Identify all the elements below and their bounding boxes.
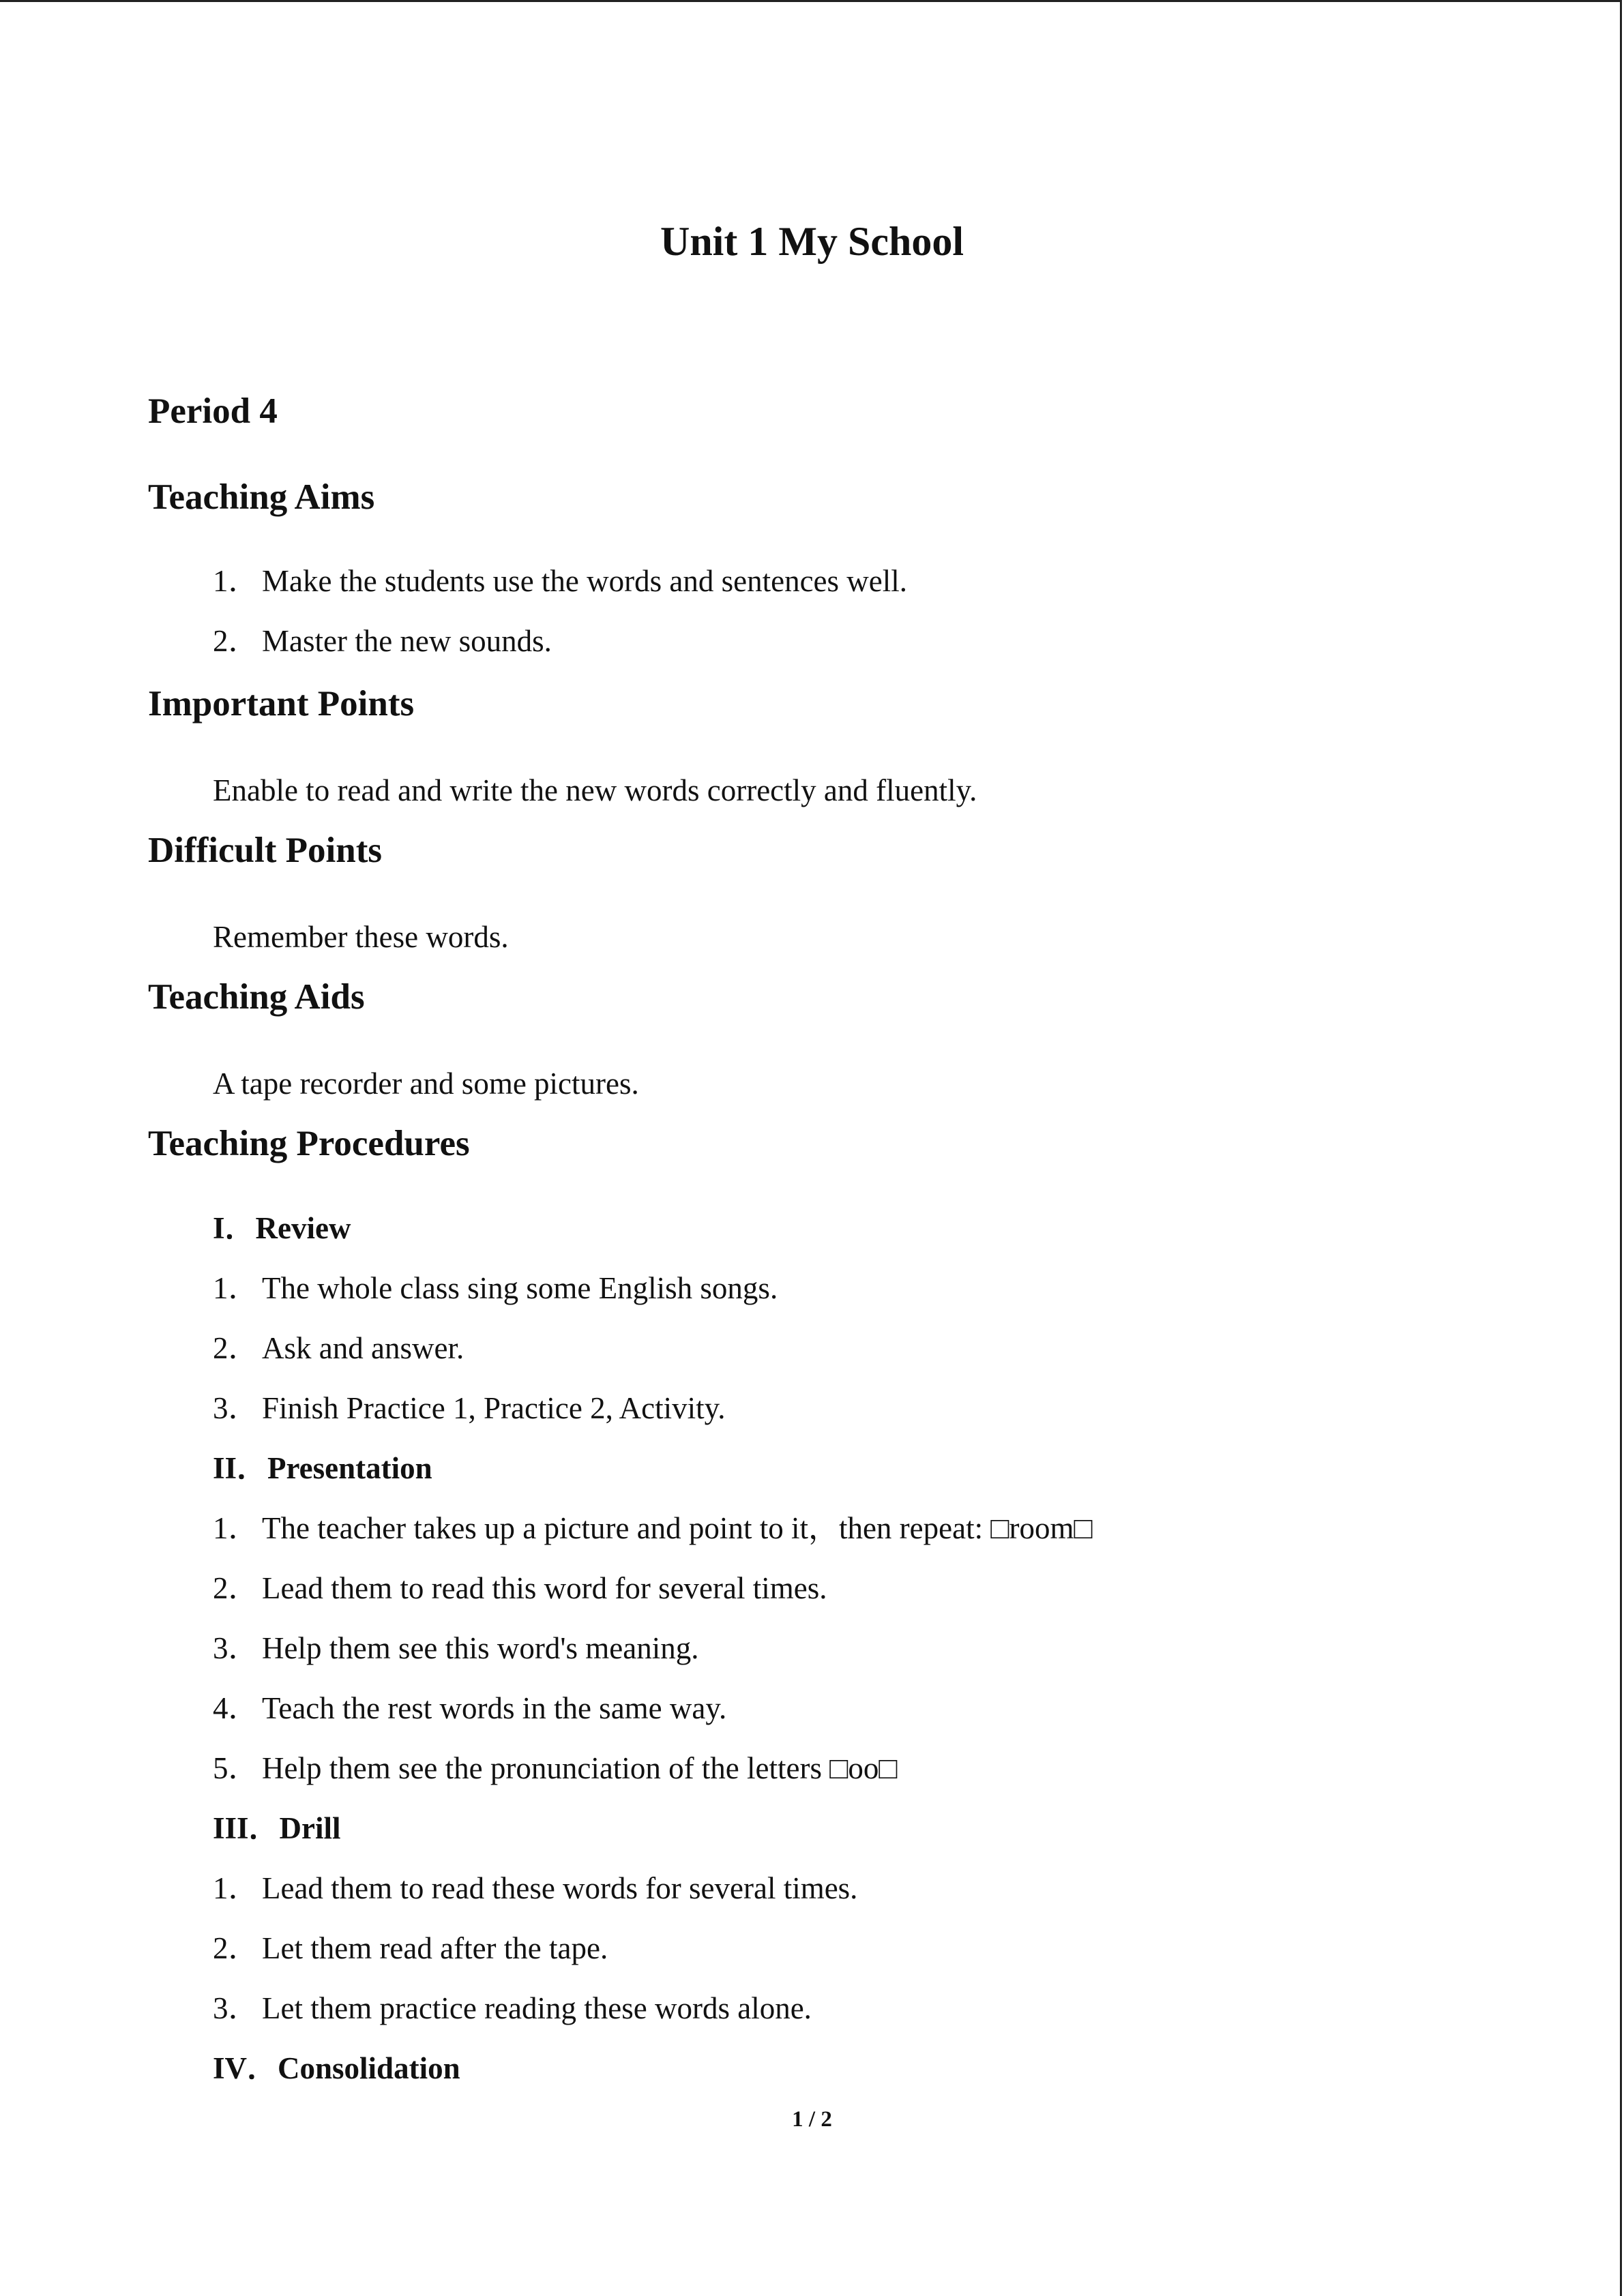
item-number: 5． [213, 1751, 259, 1785]
document-title: Unit 1 My School [660, 219, 964, 264]
difficult-points-heading: Difficult Points [148, 831, 382, 870]
important-points-heading: Important Points [148, 684, 415, 724]
item-text: Lead them to read these words for several times. [262, 1871, 858, 1905]
teaching-aids-text: A tape recorder and some pictures. [213, 1067, 639, 1101]
page-number: 1 / 2 [792, 2107, 832, 2132]
item-text: The whole class sing some English songs. [262, 1271, 778, 1305]
item-text: The teacher takes up a picture and point to it，then repeat: □room□ [262, 1511, 1093, 1545]
item-number: 3． [213, 1991, 259, 2025]
item-text: Let them read after the tape. [262, 1931, 608, 1965]
aim-item-2 [213, 622, 552, 660]
drill-item-2 [213, 1929, 608, 1967]
item-number: 2． [213, 1931, 259, 1965]
item-number: 4． [213, 1691, 259, 1725]
presentation-item-3 [213, 1629, 698, 1667]
important-points-text: Enable to read and write the new words correctly and fluently. [213, 773, 977, 807]
item-number: 3． [213, 1391, 259, 1425]
aim-text: Master the new sounds. [262, 624, 552, 658]
item-text: Let them practice reading these words alone. [262, 1991, 812, 2025]
item-number: 1． [213, 1271, 259, 1305]
item-text: Finish Practice 1, Practice 2, Activity. [262, 1391, 726, 1425]
presentation-item-1 [213, 1509, 1093, 1547]
consolidation-heading: IV．Consolidation [213, 2051, 460, 2085]
presentation-heading: II．Presentation [213, 1451, 432, 1485]
presentation-item-4 [213, 1689, 726, 1727]
item-text: Lead them to read this word for several times. [262, 1571, 827, 1605]
drill-item-1 [213, 1869, 857, 1907]
aim-item-1 [213, 562, 907, 600]
teaching-procedures-heading: Teaching Procedures [148, 1124, 470, 1163]
item-number: 3． [213, 1631, 259, 1665]
item-text: Help them see the pronunciation of the letters □oo□ [262, 1751, 898, 1785]
presentation-item-5 [213, 1749, 898, 1787]
drill-heading: III．Drill [213, 1811, 341, 1845]
review-item-1 [213, 1269, 778, 1307]
item-number: 2． [213, 1571, 259, 1605]
teaching-aids-heading: Teaching Aids [148, 977, 365, 1017]
teaching-aims-heading: Teaching Aims [148, 477, 375, 517]
difficult-points-text: Remember these words. [213, 920, 509, 954]
review-item-2 [213, 1329, 464, 1367]
drill-item-3 [213, 1989, 812, 2027]
item-text: Teach the rest words in the same way. [262, 1691, 727, 1725]
review-item-3 [213, 1389, 725, 1427]
item-text: Help them see this word's meaning. [262, 1631, 699, 1665]
aim-text: Make the students use the words and sentences well. [262, 564, 908, 598]
period-heading: Period 4 [148, 391, 278, 431]
item-number: 1． [213, 1871, 259, 1905]
item-number: 1． [213, 1511, 259, 1545]
item-number: 2． [213, 1331, 259, 1365]
aim-number: 2． [213, 624, 259, 658]
review-heading: I．Review [213, 1211, 351, 1245]
item-text: Ask and answer. [262, 1331, 464, 1365]
presentation-item-2 [213, 1569, 827, 1607]
aim-number: 1． [213, 564, 259, 598]
